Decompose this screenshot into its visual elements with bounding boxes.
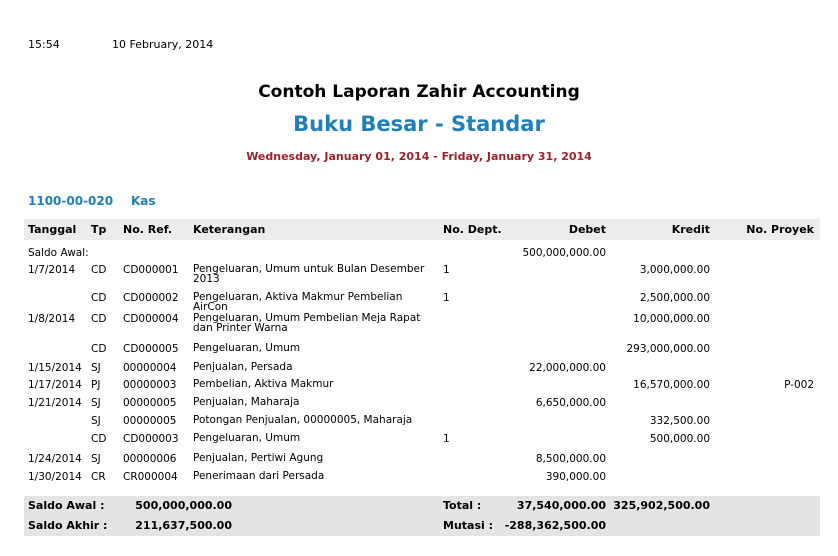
cell-kredit: 293,000,000.00 — [626, 343, 710, 355]
saldo-awal-label: Saldo Awal : — [28, 499, 105, 512]
cell-tp: SJ — [91, 362, 101, 374]
col-ref: No. Ref. — [123, 223, 173, 236]
cell-tp: SJ — [91, 453, 101, 465]
cell-debet: 390,000.00 — [545, 471, 606, 483]
cell-ref: CD000003 — [123, 433, 179, 445]
col-tanggal: Tanggal — [28, 223, 77, 236]
saldo-akhir-value: 211,637,500.00 — [135, 519, 232, 532]
cell-kredit: 2,500,000.00 — [639, 292, 710, 304]
cell-tp: SJ — [91, 415, 101, 427]
cell-tp: CD — [91, 343, 107, 355]
cell-ref: 00000005 — [123, 397, 177, 409]
cell-keterangan: Pengeluaran, Aktiva Makmur Pembelian AirCon — [193, 291, 403, 313]
cell-tp: CD — [91, 264, 107, 276]
cell-tanggal: 1/24/2014 — [28, 453, 82, 465]
mutasi-value: -288,362,500.00 — [504, 519, 606, 532]
cell-ref: 00000006 — [123, 453, 177, 465]
cell-tanggal: 1/8/2014 — [28, 313, 76, 325]
column-header-row — [24, 219, 820, 240]
cell-dept: 1 — [443, 264, 450, 276]
cell-ref: CR000004 — [123, 471, 178, 483]
total-debet: 37,540,000.00 — [516, 499, 606, 512]
cell-keterangan: Penjualan, Maharaja — [193, 396, 300, 408]
cell-kredit: 10,000,000.00 — [633, 313, 710, 325]
col-kredit: Kredit — [671, 223, 710, 236]
cell-tp: CD — [91, 433, 107, 445]
cell-tp: PJ — [91, 379, 101, 391]
col-dept: No. Dept. — [443, 223, 502, 236]
cell-keterangan: Potongan Penjualan, 00000005, Maharaja — [193, 414, 413, 426]
cell-ref: CD000005 — [123, 343, 179, 355]
opening-label: Saldo Awal: — [28, 247, 89, 259]
footer-row-2 — [24, 516, 820, 536]
cell-tp: CD — [91, 292, 107, 304]
cell-keterangan: Pengeluaran, Umum — [193, 432, 301, 444]
col-tp: Tp — [91, 223, 107, 236]
cell-debet: 6,650,000.00 — [535, 397, 606, 409]
cell-keterangan: Penerimaan dari Persada — [193, 470, 325, 482]
cell-ref: 00000003 — [123, 379, 177, 391]
cell-debet: 8,500,000.00 — [535, 453, 606, 465]
col-debet: Debet — [568, 223, 606, 236]
cell-keterangan: Penjualan, Pertiwi Agung — [193, 452, 324, 464]
cell-dept: 1 — [443, 433, 450, 445]
account-name: Kas — [131, 194, 156, 208]
cell-kredit: 16,570,000.00 — [633, 379, 710, 391]
company-name: Contoh Laporan Zahir Accounting — [258, 82, 580, 102]
account-number: 1100-00-020 — [28, 194, 114, 208]
cell-tanggal: 1/30/2014 — [28, 471, 82, 483]
cell-dept: 1 — [443, 292, 450, 304]
cell-keterangan: Pengeluaran, Umum — [193, 342, 301, 354]
mutasi-label: Mutasi : — [443, 519, 494, 532]
cell-tanggal: 1/7/2014 — [28, 264, 76, 276]
cell-tanggal: 1/15/2014 — [28, 362, 82, 374]
cell-ref: 00000004 — [123, 362, 177, 374]
cell-ref: CD000001 — [123, 264, 179, 276]
cell-tp: SJ — [91, 397, 101, 409]
cell-kredit: 500,000.00 — [649, 433, 710, 445]
print-date: 10 February, 2014 — [112, 38, 214, 51]
total-label: Total : — [443, 499, 482, 512]
col-keterangan: Keterangan — [193, 223, 266, 236]
cell-ref: 00000005 — [123, 415, 177, 427]
cell-tanggal: 1/21/2014 — [28, 397, 82, 409]
saldo-awal-value: 500,000,000.00 — [135, 499, 232, 512]
total-kredit: 325,902,500.00 — [613, 499, 710, 512]
cell-tp: CR — [91, 471, 106, 483]
print-time: 15:54 — [28, 38, 60, 51]
saldo-akhir-label: Saldo Akhir : — [28, 519, 108, 532]
cell-proyek: P-002 — [784, 379, 814, 391]
cell-debet: 22,000,000.00 — [529, 362, 606, 374]
cell-ref: CD000004 — [123, 313, 179, 325]
cell-keterangan: Pengeluaran, Umum untuk Bulan Desember 2013 — [193, 263, 425, 285]
cell-keterangan: Pengeluaran, Umum Pembelian Meja Rapat dan Printer Warna — [193, 312, 421, 334]
report-title: Buku Besar - Standar — [293, 112, 545, 136]
cell-keterangan: Pembelian, Aktiva Makmur — [193, 378, 334, 390]
cell-keterangan: Penjualan, Persada — [193, 361, 293, 373]
cell-kredit: 332,500.00 — [649, 415, 710, 427]
cell-ref: CD000002 — [123, 292, 179, 304]
footer-row-1 — [24, 496, 820, 516]
report-period: Wednesday, January 01, 2014 - Friday, January 31, 2014 — [246, 150, 592, 163]
cell-tp: CD — [91, 313, 107, 325]
col-proyek: No. Proyek — [746, 223, 814, 236]
cell-kredit: 3,000,000.00 — [639, 264, 710, 276]
cell-tanggal: 1/17/2014 — [28, 379, 82, 391]
opening-debet: 500,000,000.00 — [522, 247, 606, 259]
